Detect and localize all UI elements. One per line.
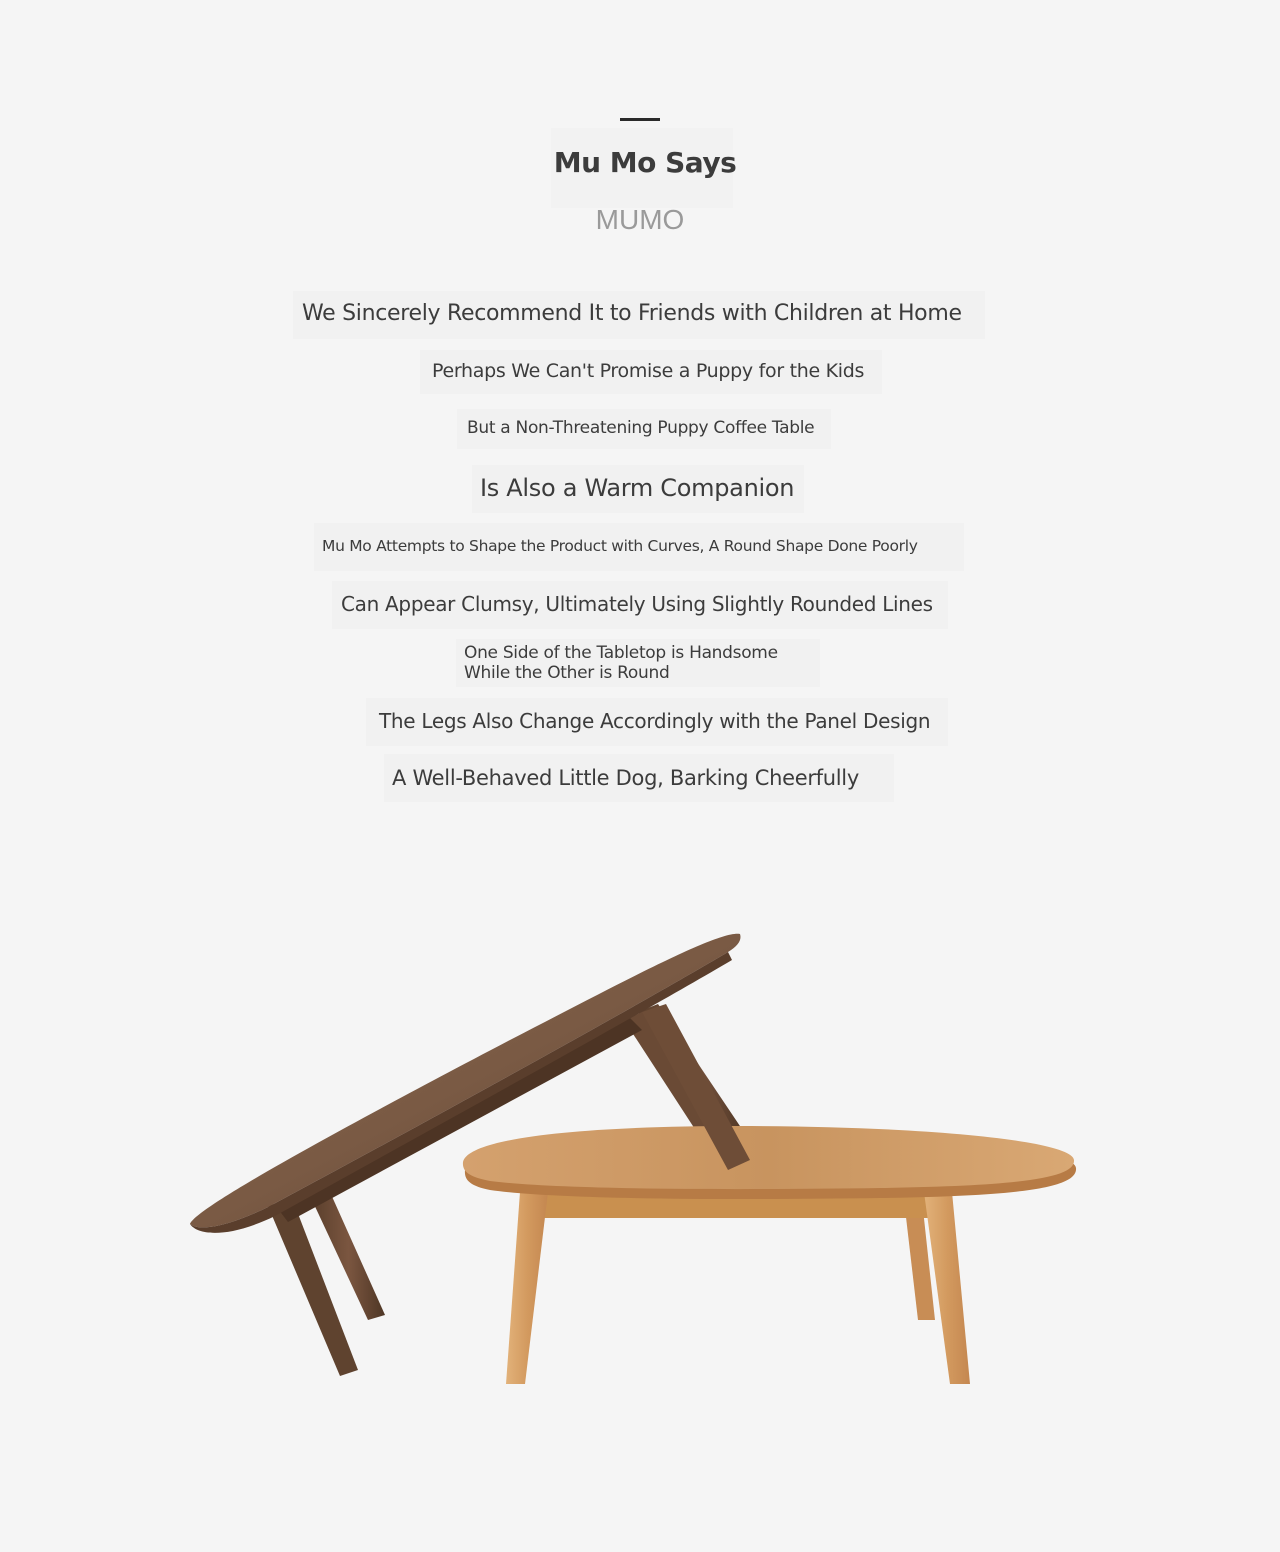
copy-line-4: Is Also a Warm Companion: [472, 465, 804, 513]
page-title: Mu Mo Says: [553, 146, 737, 179]
copy-line-3: But a Non-Threatening Puppy Coffee Table: [457, 409, 831, 449]
copy-line-7: One Side of the Tabletop is Handsome While the Other is Round: [456, 639, 820, 687]
copy-line-8: The Legs Also Change Accordingly with the Panel Design: [366, 698, 948, 746]
copy-line-6: Can Appear Clumsy, Ultimately Using Slightly Rounded Lines: [332, 581, 948, 629]
copy-line-5: Mu Mo Attempts to Shape the Product with Curves, A Round Shape Done Poorly: [314, 523, 964, 571]
brand-subtitle: MUMO: [595, 204, 685, 235]
coffee-tables-image: [180, 900, 1100, 1400]
copy-line-9: A Well-Behaved Little Dog, Barking Cheerfully: [384, 754, 894, 802]
cherry-table: [463, 1126, 1076, 1384]
copy-line-1: We Sincerely Recommend It to Friends with Children at Home: [293, 291, 985, 339]
title-divider: [620, 118, 660, 121]
copy-line-2: Perhaps We Can't Promise a Puppy for the Kids: [420, 350, 882, 394]
